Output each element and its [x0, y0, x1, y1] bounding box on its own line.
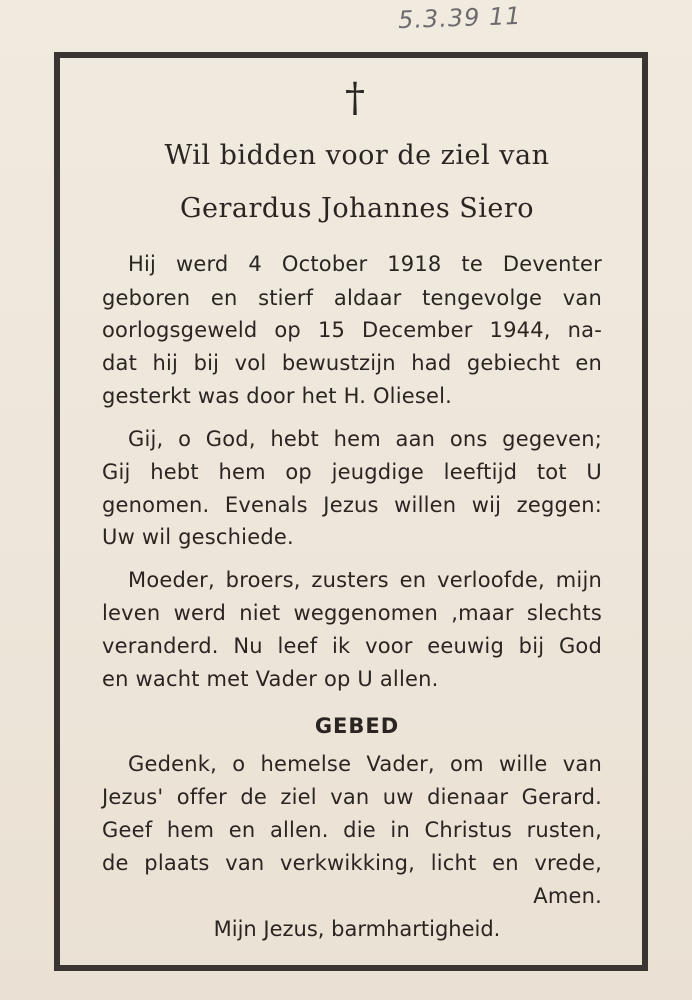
heading-line-1: Wil bidden voor de ziel van — [164, 140, 550, 171]
paragraph2-line: Gij hebt hem op jeugdige leeftijd tot U — [102, 460, 602, 484]
paragraph1-line: dat hij bij vol bewustzijn had gebiecht en — [102, 351, 602, 375]
paragraph3-line: Moeder, broers, zusters en verloofde, mijn — [128, 568, 602, 592]
paragraph1-line: Hij werd 4 October 1918 te Deventer — [128, 252, 602, 276]
paragraph2-line: genomen. Evenals Jezus willen wij zeggen: — [102, 493, 602, 517]
paragraph1-line: oorlogsgeweld op 15 December 1944, na- — [102, 318, 602, 342]
paragraph3-line: en wacht met Vader op U allen. — [102, 667, 439, 691]
prayer-line: Jezus' offer de ziel van uw dienaar Gerard. — [102, 785, 602, 809]
paragraph1-line: geboren en stierf aldaar tengevolge van — [102, 286, 602, 310]
paragraph1-line: gesterkt was door het H. Oliesel. — [102, 384, 453, 408]
closing-invocation: Mijn Jezus, barmhartigheid. — [213, 917, 501, 941]
prayer-amen: Amen. — [533, 884, 602, 908]
paragraph3-line: leven werd niet weggenomen ,maar slechts — [102, 601, 602, 625]
prayer-title: GEBED — [314, 714, 400, 738]
prayer-line: Gedenk, o hemelse Vader, om wille van — [128, 752, 602, 776]
prayer-line: de plaats van verkwikking, licht en vrede, — [102, 851, 602, 875]
prayer-line: Geef hem en allen. die in Christus rusten, — [102, 818, 602, 842]
deceased-name: Gerardus Johannes Siero — [179, 193, 535, 224]
cross-icon: † — [345, 75, 365, 121]
paragraph2-line: Gij, o God, hebt hem aan ons gegeven; — [128, 427, 602, 451]
handwritten-archive-number: 5.3.39 11 — [397, 1, 522, 35]
paragraph3-line: veranderd. Nu leef ik voor eeuwig bij God — [102, 634, 602, 658]
paragraph2-line: Uw wil geschiede. — [102, 525, 294, 549]
